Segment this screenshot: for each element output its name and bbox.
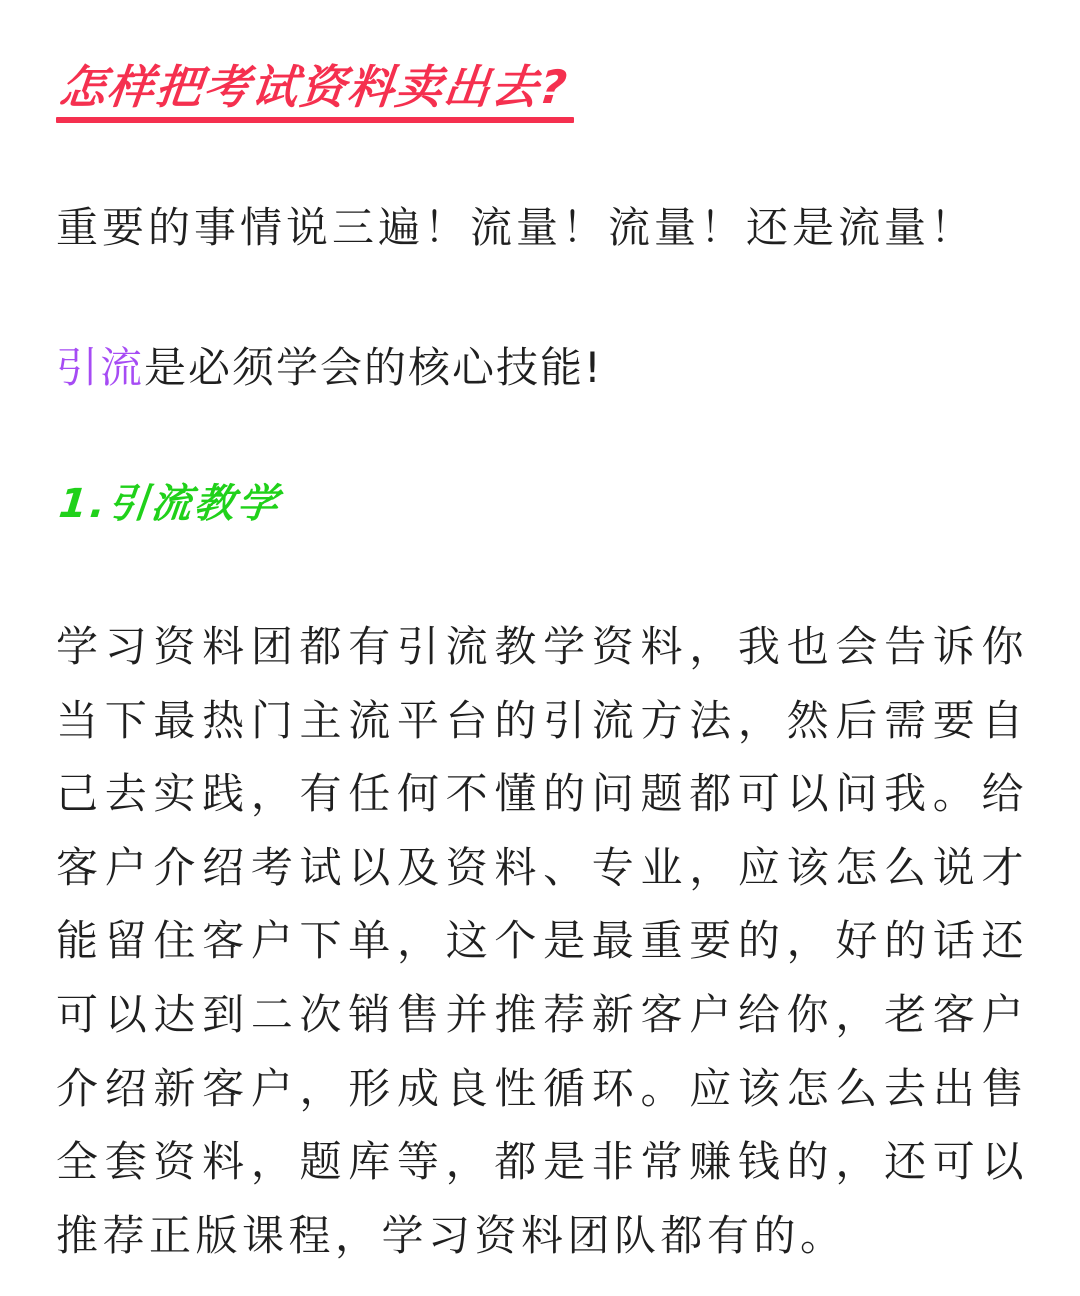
title-underline <box>56 117 574 123</box>
emphasis-line: 重要的事情说三遍！流量！流量！还是流量！ <box>56 203 977 252</box>
skill-line <box>56 338 603 398</box>
paragraph-line: 客户介绍考试以及资料、专业，应该怎么说才 <box>56 842 1028 892</box>
paragraph-line: 介绍新客户，形成良性循环。应该怎么去出售 <box>56 1063 1028 1113</box>
highlight-text: 引流 <box>56 343 145 392</box>
page-title: 怎样把考试资料卖出去? <box>56 60 572 114</box>
section-heading: 1.引流教学 <box>56 481 283 527</box>
paragraph-line: 全套资料，题库等，都是非常赚钱的，还可以 <box>56 1137 1028 1187</box>
paragraph-line: 推荐正版课程，学习资料团队都有的。 <box>56 1210 847 1260</box>
paragraph-line: 学习资料团都有引流教学资料，我也会告诉你 <box>56 622 1028 671</box>
skill-line-text: 是必须学会的核心技能! <box>144 343 603 392</box>
paragraph-line: 当下最热门主流平台的引流方法，然后需要自 <box>56 695 1028 745</box>
paragraph-line: 可以达到二次销售并推荐新客户给你，老客户 <box>56 989 1028 1039</box>
paragraph-line: 能留住客户下单，这个是最重要的，好的话还 <box>56 916 1028 966</box>
body-paragraph <box>56 610 1028 1272</box>
paragraph-line: 己去实践，有任何不懂的问题都可以问我。给 <box>56 769 1028 819</box>
